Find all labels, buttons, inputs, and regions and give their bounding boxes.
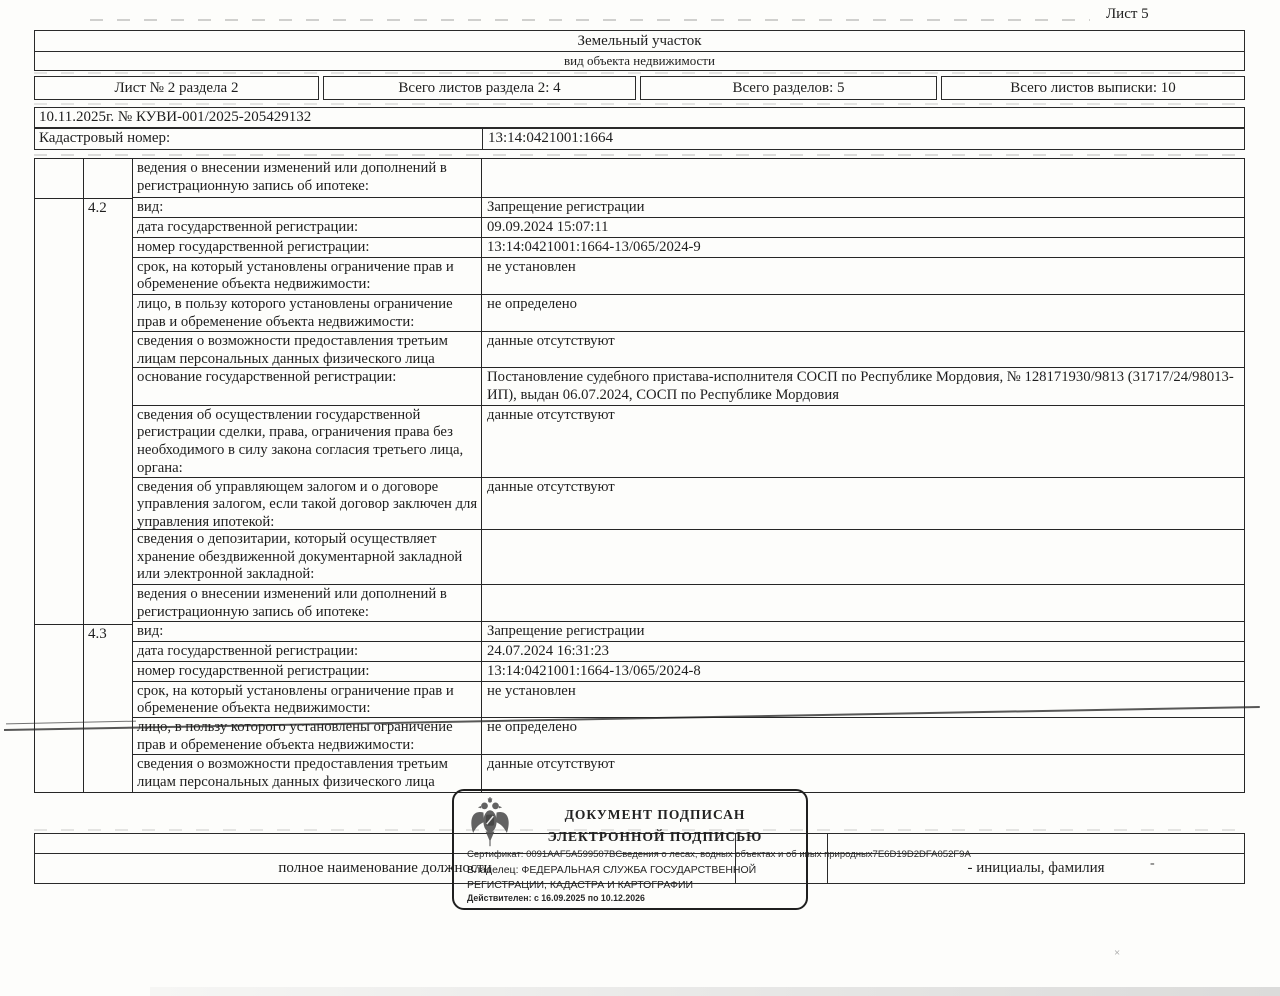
table-row — [133, 622, 1244, 642]
row-label: срок, на который установлены ограничение прав и обременение объекта недвижимости: — [133, 258, 482, 295]
table-row — [133, 406, 1244, 478]
table-row — [133, 530, 1244, 585]
row-label: лицо, в пользу которого установлены ограничение прав и обременение объекта недвижимости: — [133, 295, 482, 331]
row-label: номер государственной регистрации: — [133, 238, 482, 257]
cadastral-label: Кадастровый номер: — [35, 129, 483, 149]
table-row — [133, 682, 1244, 719]
stamp-certificate: Сертификат: 0091AAF5A599507BСведения о лесах, водных объектах и об иных природных7E6D19D2DFA052F9A — [467, 849, 971, 860]
row-value: данные отсутствуют — [487, 333, 615, 350]
table-row — [133, 295, 1244, 332]
group-divider — [35, 198, 133, 199]
row-label: сведения об управляющем залогом и о договоре управления залогом, если такой договор заключен для управления ипотекой: — [133, 478, 482, 530]
row-value: не определено — [487, 719, 577, 736]
record-number: 4.2 — [88, 200, 107, 216]
restrictions-table — [34, 158, 1245, 793]
stamp-title-line1: ДОКУМЕНТ ПОДПИСАН — [564, 807, 746, 822]
row-label: дата государственной регистрации: — [133, 642, 482, 661]
row-label: номер государственной регистрации: — [133, 662, 482, 681]
table-row — [133, 332, 1244, 368]
row-value: данные отсутствуют — [487, 478, 615, 495]
object-type-box — [34, 30, 1245, 71]
table-row — [133, 755, 1244, 792]
sheet-info-row — [34, 76, 1245, 100]
sheet-info-cell: Лист № 2 раздела 2 — [34, 76, 319, 100]
extract-date-number: 10.11.2025г. № КУВИ-001/2025-205429132 — [34, 107, 1245, 128]
stamp-owner-line1: Владелец: ФЕДЕРАЛЬНАЯ СЛУЖБА ГОСУДАРСТВЕННОЙ — [467, 864, 757, 876]
row-label: дата государственной регистрации: — [133, 218, 482, 237]
sheet-info-cell: Всего листов раздела 2: 4 — [323, 76, 636, 100]
object-type-title: Земельный участок — [35, 31, 1244, 52]
scan-speck: × — [1114, 947, 1121, 959]
object-type-caption: вид объекта недвижимости — [564, 52, 715, 68]
digital-signature-stamp — [452, 789, 971, 910]
sheet-info-cell: Всего разделов: 5 — [640, 76, 937, 100]
scan-artifact-line — [90, 19, 1090, 21]
row-label: сведения о депозитарии, который осуществляет хранение обездвиженной документарной закладной или электронной закладной: — [133, 530, 482, 584]
table-row — [133, 159, 1244, 198]
table-row — [133, 662, 1244, 682]
stamp-owner-line2: РЕГИСТРАЦИИ, КАДАСТРА И КАРТОГРАФИИ — [467, 879, 694, 891]
cadastral-value: 13:14:0421001:1664 — [488, 130, 614, 146]
scan-dash-mark: - — [1150, 856, 1155, 871]
row-value: 13:14:0421001:1664-13/065/2024-8 — [487, 662, 701, 679]
position-label: полное наименование должности — [35, 854, 736, 883]
row-value — [482, 530, 1244, 584]
table-row — [133, 585, 1244, 622]
row-label: сведения о возможности предоставления третьим лицам персональных данных физического лица — [133, 332, 482, 367]
coat-of-arms-icon — [468, 795, 512, 849]
table-row — [133, 478, 1244, 531]
stamp-validity: Действителен: с 16.09.2025 по 10.12.2026 — [467, 893, 645, 903]
row-value — [482, 159, 1244, 197]
row-value: 13:14:0421001:1664-13/065/2024-9 — [487, 238, 701, 255]
group-divider — [35, 624, 133, 625]
table-row — [133, 368, 1244, 406]
row-label: ведения о внесении изменений или дополнений в регистрационную запись об ипотеке: — [133, 159, 482, 197]
row-label: основание государственной регистрации: — [133, 368, 482, 405]
row-label: лицо, в пользу которого установлены ограничение прав и обременение объекта недвижимости: — [133, 718, 482, 754]
table-row — [133, 258, 1244, 296]
row-value: не установлен — [487, 258, 576, 275]
row-value: не установлен — [487, 682, 576, 699]
scan-shadow-strip — [150, 987, 1280, 996]
row-value: Постановление судебного пристава-исполнителя СОСП по Республике Мордовия, № 128171930/9813 (31717/24/98013-ИП), выдан 06.07.2024, СОСП по Республике Мордовия — [487, 369, 1234, 403]
name-label: - инициалы, фамилия — [967, 860, 1105, 876]
row-value: Запрещение регистрации — [487, 198, 645, 215]
table-rows — [133, 159, 1244, 792]
row-label: вид: — [133, 622, 482, 641]
table-row — [133, 218, 1244, 238]
row-label: вид: — [133, 198, 482, 217]
row-value: данные отсутствуют — [487, 406, 615, 423]
row-value: не определено — [487, 296, 577, 313]
table-row — [133, 198, 1244, 218]
row-value: данные отсутствуют — [487, 756, 615, 773]
record-number: 4.3 — [88, 626, 107, 642]
row-label: сведения о возможности предоставления третьим лицам персональных данных физического лица — [133, 755, 482, 792]
row-label: ведения о внесении изменений или дополнений в регистрационную запись об ипотеке: — [133, 585, 482, 621]
row-value: 09.09.2024 15:07:11 — [487, 218, 609, 235]
sheet-info-cell: Всего листов выписки: 10 — [941, 76, 1245, 100]
cadastral-number-row — [34, 128, 1245, 150]
scan-artifact-line — [34, 103, 1245, 105]
scan-artifact-line — [34, 154, 1245, 156]
row-label: сведения об осуществлении государственной регистрации сделки, права, ограничения права без необходимого в силу закона согласия третьего лица, органа: — [133, 406, 482, 477]
table-vline — [83, 159, 84, 792]
row-value: Запрещение регистрации — [487, 622, 645, 639]
row-value: 24.07.2024 16:31:23 — [487, 642, 609, 659]
row-value — [482, 585, 1244, 621]
scan-artifact-line — [34, 72, 1245, 74]
table-row — [133, 642, 1244, 662]
stamp-title-line2: ЭЛЕКТРОННОЙ ПОДПИСЬЮ — [547, 829, 763, 844]
sheet-number: Лист 5 — [1106, 6, 1149, 22]
table-row — [133, 238, 1244, 258]
row-label: срок, на который установлены ограничение прав и обременение объекта недвижимости: — [133, 682, 482, 718]
